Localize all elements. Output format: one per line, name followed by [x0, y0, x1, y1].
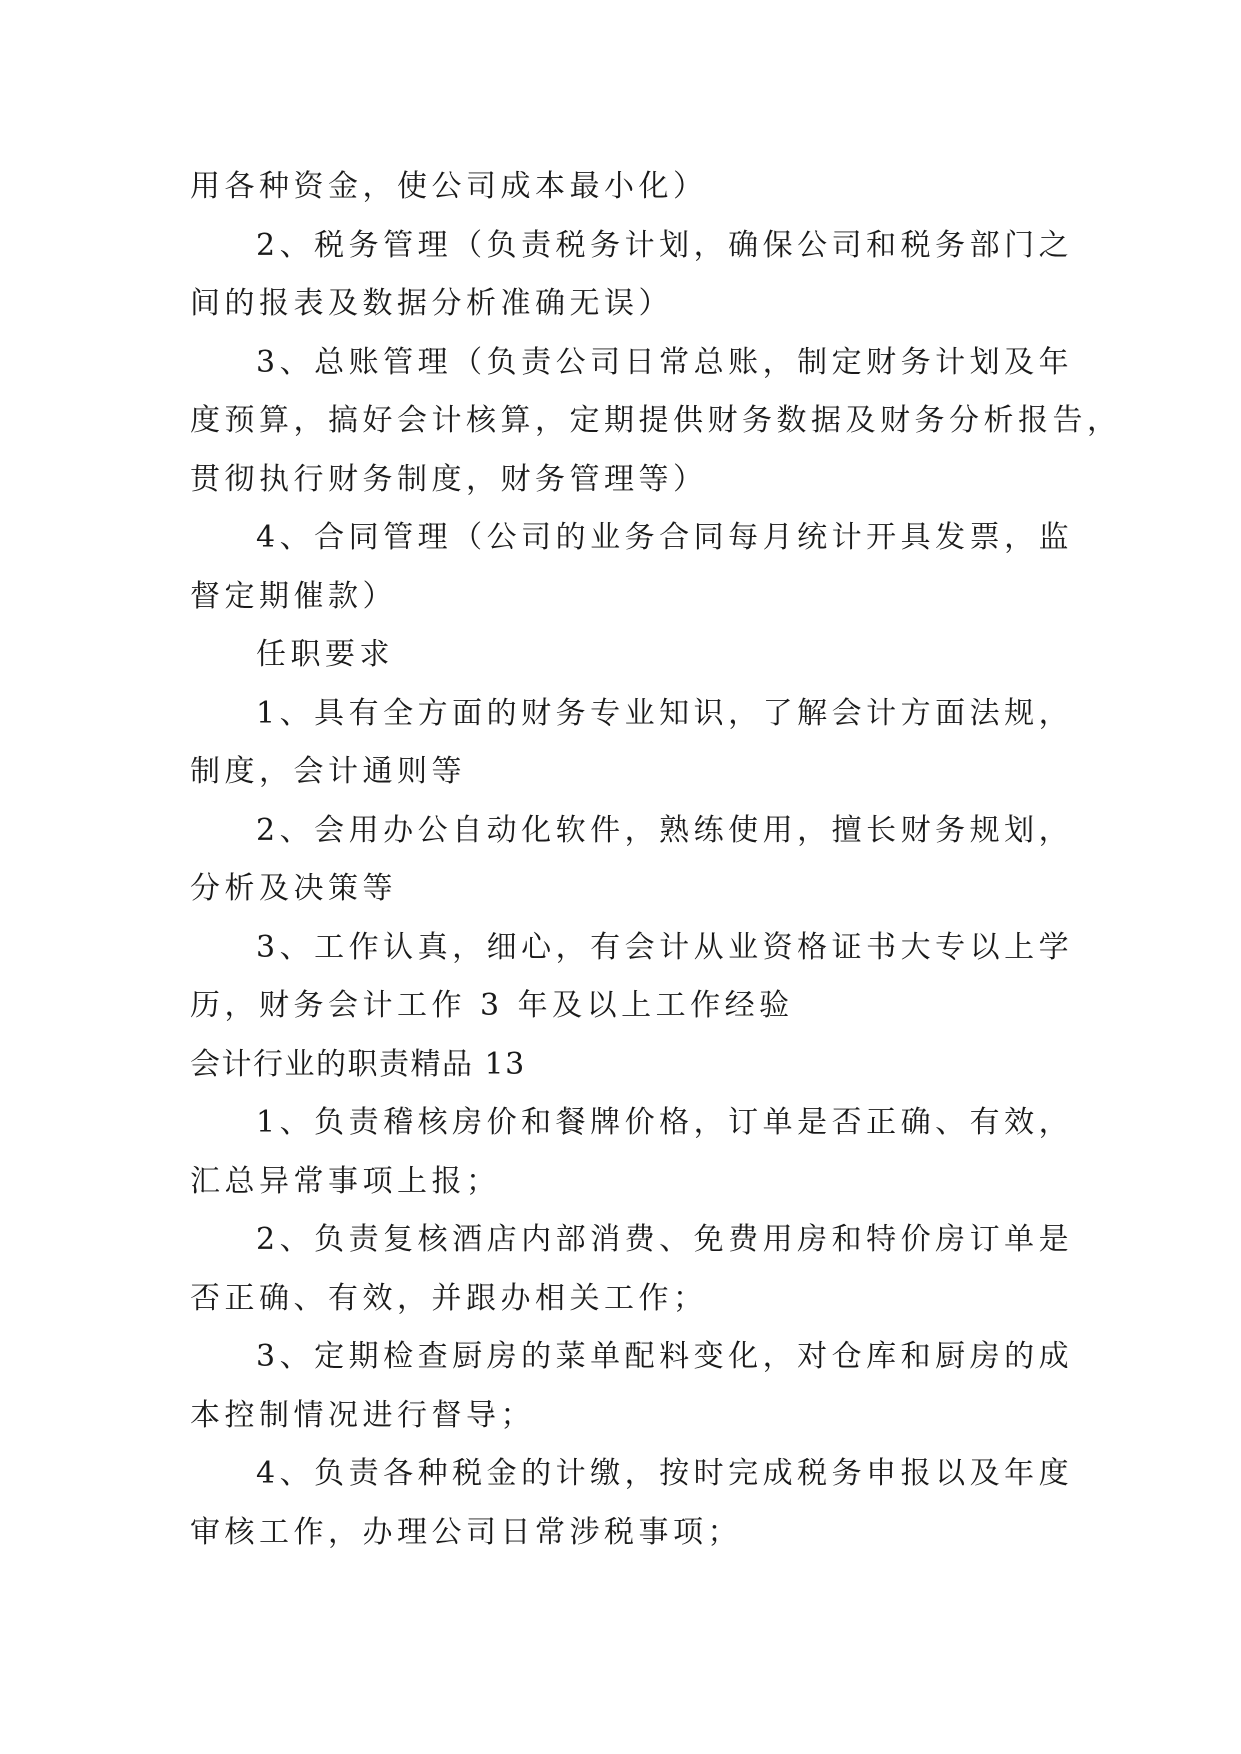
text-line: 审核工作，办理公司日常涉税事项； — [190, 1514, 742, 1550]
text-line: 贯彻执行财务制度，财务管理等） — [190, 461, 708, 497]
text-line: 3、定期检查厨房的菜单配料变化，对仓库和厨房的成 — [256, 1339, 1074, 1374]
text-line: 2、税务管理（负责税务计划，确保公司和税务部门之 — [256, 227, 1074, 263]
text-line: 用各种资金，使公司成本最小化） — [190, 169, 708, 204]
text-line: 3、工作认真，细心，有会计从业资格证书大专以上学 — [256, 929, 1074, 965]
text-line: 汇总异常事项上报； — [190, 1163, 501, 1199]
text-line: 4、合同管理（公司的业务合同每月统计开具发票，监 — [256, 520, 1074, 555]
text-line: 督定期催款） — [190, 578, 397, 614]
section-heading: 任职要求 — [256, 637, 394, 672]
text-line: 1、负责稽核房价和餐牌价格，订单是否正确、有效， — [256, 1105, 1074, 1140]
text-line: 本控制情况进行督导； — [190, 1397, 535, 1433]
document-page — [190, 158, 1122, 1562]
text-line: 否正确、有效，并跟办相关工作； — [190, 1280, 708, 1316]
text-line: 2、负责复核酒店内部消费、免费用房和特价房订单是 — [256, 1222, 1074, 1257]
text-line: 3、总账管理（负责公司日常总账，制定财务计划及年 — [256, 344, 1074, 380]
text-line: 1、具有全方面的财务专业知识，了解会计方面法规， — [256, 695, 1074, 731]
text-line: 历，财务会计工作 3 年及以上工作经验 — [190, 988, 794, 1023]
text-line: 制度，会计通则等 — [190, 754, 466, 789]
section-title: 会计行业的职责精品 13 — [190, 1046, 526, 1082]
text-line: 间的报表及数据分析准确无误） — [190, 286, 673, 321]
text-line: 分析及决策等 — [190, 871, 397, 906]
text-line: 度预算，搞好会计核算，定期提供财务数据及财务分析报告， — [190, 403, 1122, 438]
text-line: 2、会用办公自动化软件，熟练使用，擅长财务规划， — [256, 812, 1074, 848]
text-line: 4、负责各种税金的计缴，按时完成税务申报以及年度 — [256, 1456, 1074, 1491]
